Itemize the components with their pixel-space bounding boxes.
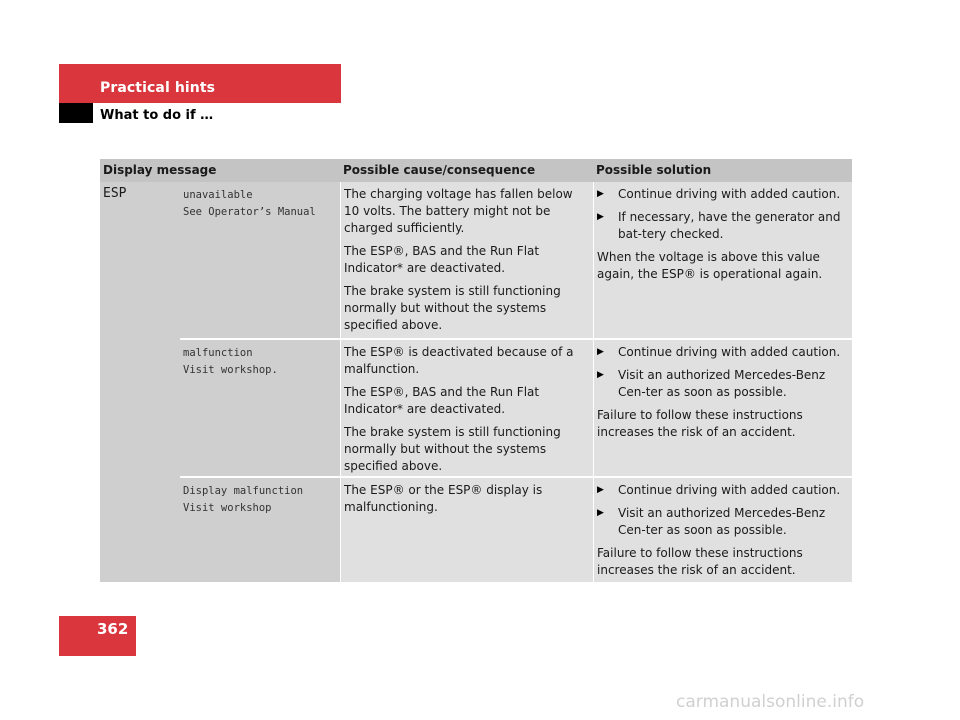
- cause-text: The ESP® is deactivated because of a malfunction.: [344, 345, 574, 376]
- section-subtitle: What to do if …: [100, 108, 214, 123]
- watermark: carmanualsonline.info: [676, 692, 865, 712]
- cause-text: The brake system is still functioning normally but without the systems specified above.: [344, 425, 561, 473]
- column-header-solution: Possible solution: [596, 163, 712, 177]
- table-row: [180, 476, 852, 582]
- solution-step: [597, 482, 850, 499]
- column-header-display-message: Display message: [103, 163, 217, 177]
- cause-cell: [340, 340, 593, 476]
- solution-note: When the voltage is above this value again, the ESP® is operational again.: [597, 250, 823, 281]
- message-line: unavailable: [183, 189, 253, 201]
- message-line: malfunction: [183, 347, 253, 359]
- table-rows: [180, 182, 852, 582]
- cause-text: The charging voltage has fallen below 10 volts. The battery might not be charged sufficiently.: [344, 187, 573, 235]
- page-number: 362: [97, 620, 129, 638]
- solution-cell: [593, 478, 852, 582]
- solution-note: Failure to follow these instructions increases the risk of an accident.: [597, 408, 803, 439]
- solution-step: [597, 367, 850, 401]
- column-header-cause: Possible cause/consequence: [343, 163, 536, 177]
- solution-step-text: Visit an authorized Mercedes-Benz Cen-ter as soon as possible.: [618, 506, 826, 537]
- section-title: Practical hints: [100, 80, 216, 96]
- solution-cell: [593, 182, 852, 338]
- play-arrow-icon: ▶: [597, 189, 604, 199]
- table-header: [100, 159, 852, 182]
- display-message: [180, 478, 340, 582]
- solution-step-text: Visit an authorized Mercedes-Benz Cen-ter as soon as possible.: [618, 368, 826, 399]
- cause-text: The ESP®, BAS and the Run Flat Indicator* are deactivated.: [344, 385, 540, 416]
- esp-label: ESP: [100, 182, 180, 582]
- play-arrow-icon: ▶: [597, 370, 604, 380]
- message-line: Visit workshop: [183, 502, 272, 514]
- solution-step-text: Continue driving with added caution.: [618, 345, 841, 359]
- play-arrow-icon: ▶: [597, 347, 604, 357]
- solution-step: [597, 505, 850, 539]
- display-message: [180, 340, 340, 476]
- table-row: [180, 338, 852, 476]
- solution-step: [597, 209, 850, 243]
- play-arrow-icon: ▶: [597, 508, 604, 518]
- solution-cell: [593, 340, 852, 476]
- cause-cell: [340, 478, 593, 582]
- solution-step-text: Continue driving with added caution.: [618, 483, 841, 497]
- cause-text: The ESP®, BAS and the Run Flat Indicator* are deactivated.: [344, 244, 540, 275]
- solution-step-text: If necessary, have the generator and bat-tery checked.: [618, 210, 841, 241]
- message-line: See Operator’s Manual: [183, 206, 316, 218]
- solution-step: [597, 186, 850, 203]
- solution-step-text: Continue driving with added caution.: [618, 187, 841, 201]
- solution-step: [597, 344, 850, 361]
- cause-cell: [340, 182, 593, 338]
- table-body: [100, 182, 852, 582]
- display-message: [180, 182, 340, 338]
- table-row: [180, 182, 852, 338]
- header-marker: [59, 103, 93, 123]
- solution-note: Failure to follow these instructions increases the risk of an accident.: [597, 546, 803, 577]
- cause-text: The ESP® or the ESP® display is malfunctioning.: [344, 483, 543, 514]
- display-message-table: [100, 159, 852, 582]
- play-arrow-icon: ▶: [597, 485, 604, 495]
- message-line: Visit workshop.: [183, 364, 278, 376]
- message-line: Display malfunction: [183, 485, 304, 497]
- play-arrow-icon: ▶: [597, 212, 604, 222]
- cause-text: The brake system is still functioning normally but without the systems specified above.: [344, 284, 561, 332]
